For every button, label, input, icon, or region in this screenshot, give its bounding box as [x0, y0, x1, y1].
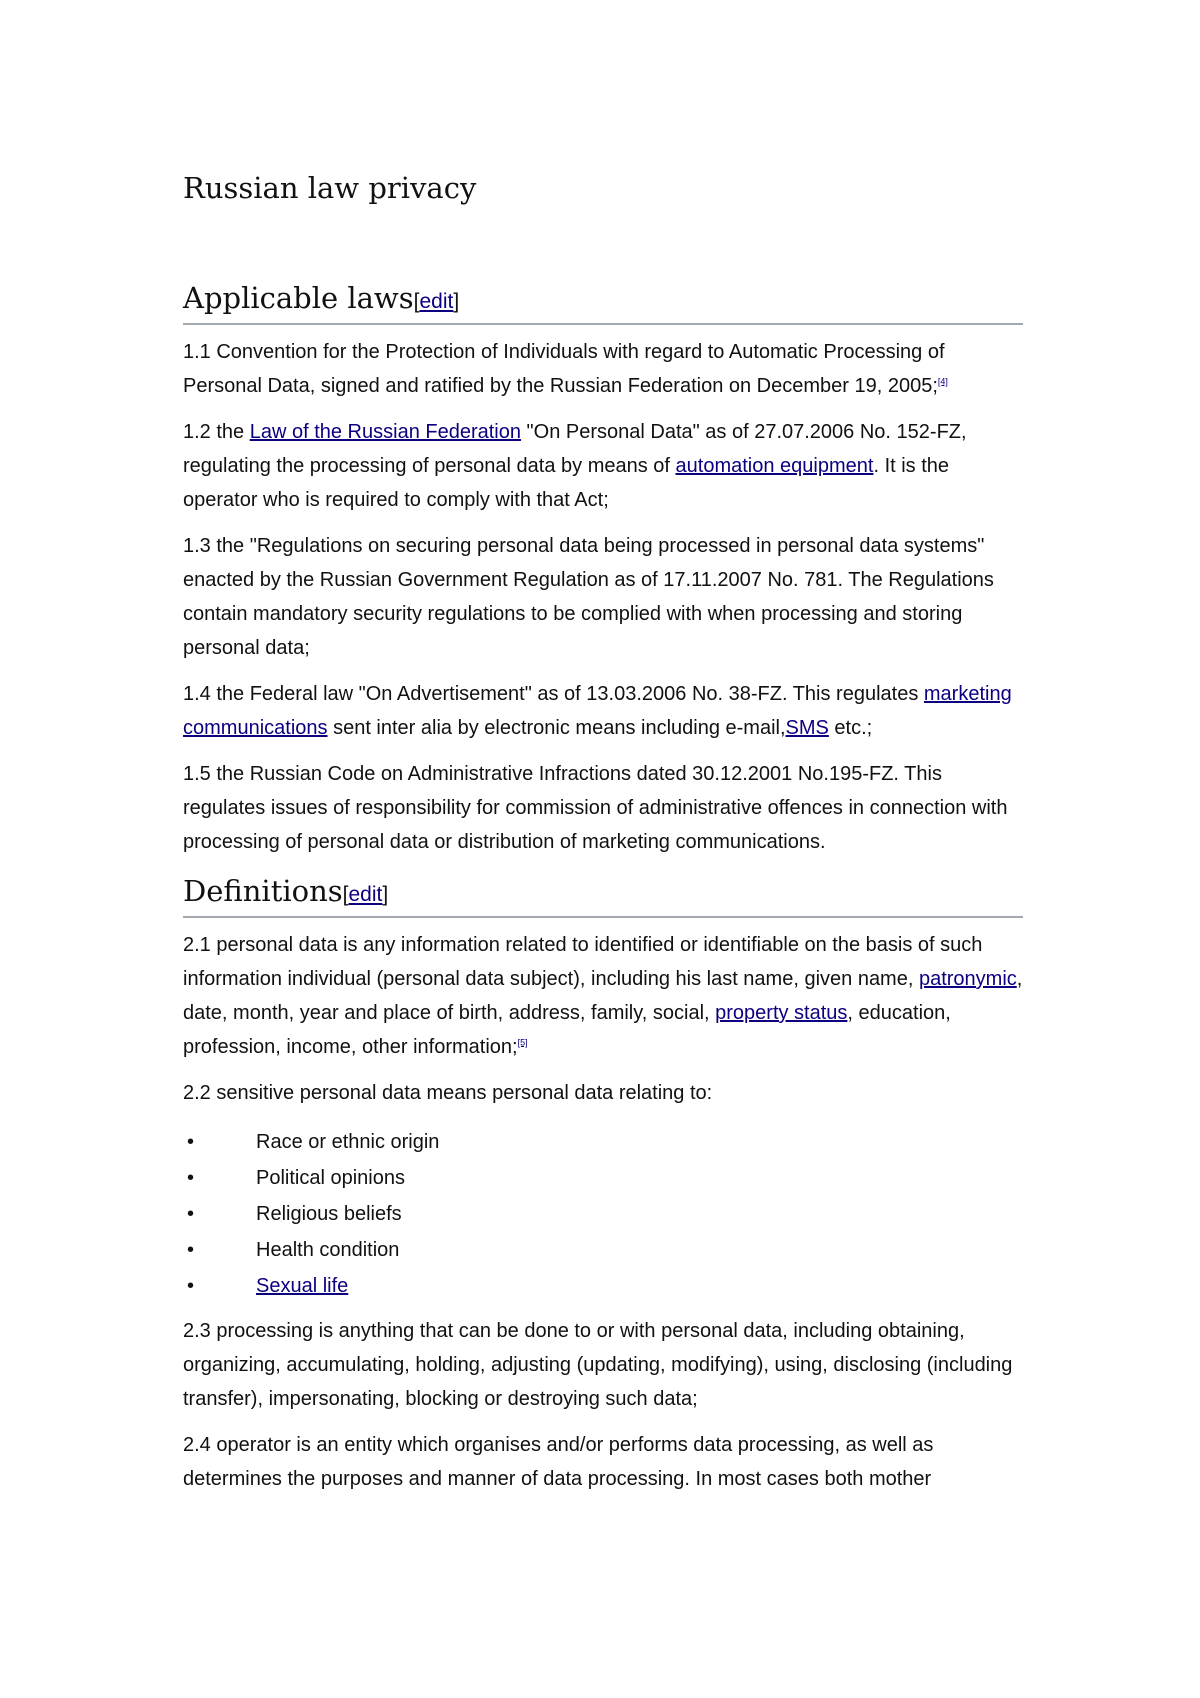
- paragraph-text: 2.1 personal data is any information related to identified or identifiable on the basis of such information individual (personal data subject), including his last name, given name,: [183, 934, 983, 990]
- link-automation-equipment[interactable]: automation equipment: [675, 455, 874, 477]
- paragraph-text: . It is the operator who is required to comply with that Act;: [183, 455, 950, 511]
- paragraph-text: 2.3 processing is anything that can be done to or with personal data, including obtaining, organizing, accumulating, holding, adjusting (updating, modifying), using, disclosing (including transfer), impersonating, blocking or destroying such data;: [183, 1320, 1013, 1410]
- section-heading-applicable-laws: [183, 278, 1023, 325]
- paragraph-text: 1.5 the Russian Code on Administrative Infractions dated 30.12.2001 No.195-FZ. This regulates issues of responsibility for commission of administrative offences in connection with processing of personal data or distribution of marketing communications.: [183, 763, 1008, 853]
- bullet-icon: •: [187, 1131, 195, 1153]
- paragraph-2-2: [183, 1076, 1023, 1110]
- paragraph-1-5: [183, 757, 1023, 859]
- link-law-of-russian-federation[interactable]: Law of the Russian Federation: [249, 421, 521, 443]
- link-property-status[interactable]: property status: [715, 1002, 848, 1024]
- paragraph-text: 2.2 sensitive personal data means personal data relating to:: [183, 1082, 713, 1104]
- bullet-icon: •: [187, 1167, 195, 1189]
- heading-text: Definitions: [183, 874, 343, 908]
- paragraph-2-3: [183, 1314, 1023, 1416]
- edit-link-wrapper: [edit]: [413, 290, 460, 313]
- list-item: [183, 1232, 1023, 1268]
- paragraph-2-4: [183, 1428, 1023, 1496]
- list-item: [183, 1160, 1023, 1196]
- paragraph-text: 1.4 the Federal law "On Advertisement" as of 13.03.2006 No. 38-FZ. This regulates: [183, 683, 924, 705]
- paragraph-text: , date, month, year and place of birth, address, family, social,: [183, 968, 1023, 1024]
- bullet-icon: •: [187, 1203, 195, 1225]
- edit-link[interactable]: edit: [419, 290, 454, 313]
- paragraph-text: "On Personal Data" as of 27.07.2006 No. 152-FZ, regulating the processing of personal data by means of: [183, 421, 967, 477]
- paragraph-text: 1.3 the "Regulations on securing personal data being processed in personal data systems" enacted by the Russian Government Regulation as of 17.11.2007 No. 781. The Regulations contain mandatory security regulations to be complied with when processing and storing personal data;: [183, 535, 994, 659]
- document-page: [183, 168, 1023, 1508]
- link-patronymic[interactable]: patronymic: [918, 968, 1017, 990]
- link-sms[interactable]: SMS: [785, 717, 829, 739]
- list-item-text: Race or ethnic origin: [256, 1131, 440, 1153]
- paragraph-text: , education, profession, income, other information;: [183, 1002, 951, 1058]
- bullet-icon: •: [187, 1239, 195, 1261]
- section-heading-definitions: [183, 871, 1023, 918]
- paragraph-text: sent inter alia by electronic means including e-mail,: [327, 717, 786, 739]
- edit-link-wrapper: [edit]: [342, 883, 389, 906]
- list-item-text: Political opinions: [256, 1167, 405, 1189]
- list-item: [183, 1196, 1023, 1232]
- paragraph-2-1: [183, 928, 1023, 1064]
- list-item: [183, 1268, 1023, 1304]
- sensitive-data-list: [183, 1124, 1023, 1304]
- link-sexual-life[interactable]: Sexual life: [256, 1275, 349, 1297]
- edit-link[interactable]: edit: [348, 883, 383, 906]
- paragraph-text: 1.1 Convention for the Protection of Individuals with regard to Automatic Processing of Personal Data, signed and ratified by the Russian Federation on December 19, 2005;: [183, 341, 945, 397]
- list-item: [183, 1124, 1023, 1160]
- paragraph-1-3: [183, 529, 1023, 665]
- paragraph-text: 2.4 operator is an entity which organises and/or performs data processing, as well as determines the purposes and manner of data processing. In most cases both mother: [183, 1434, 934, 1490]
- reference-link-4[interactable]: [4]: [937, 376, 948, 387]
- list-item-text: Religious beliefs: [256, 1203, 402, 1225]
- document-title: Russian law privacy: [183, 171, 477, 205]
- heading-text: Applicable laws: [183, 281, 414, 315]
- list-item-text: Health condition: [256, 1239, 400, 1261]
- link-marketing-communications[interactable]: marketing communications: [183, 683, 1012, 739]
- paragraph-text: etc.;: [828, 717, 873, 739]
- paragraph-1-4: [183, 677, 1023, 745]
- paragraph-text: 1.2 the: [183, 421, 250, 443]
- bullet-icon: •: [187, 1275, 195, 1297]
- reference-link-5[interactable]: [5]: [517, 1037, 528, 1048]
- paragraph-1-2: [183, 415, 1023, 517]
- paragraph-1-1: [183, 335, 1023, 403]
